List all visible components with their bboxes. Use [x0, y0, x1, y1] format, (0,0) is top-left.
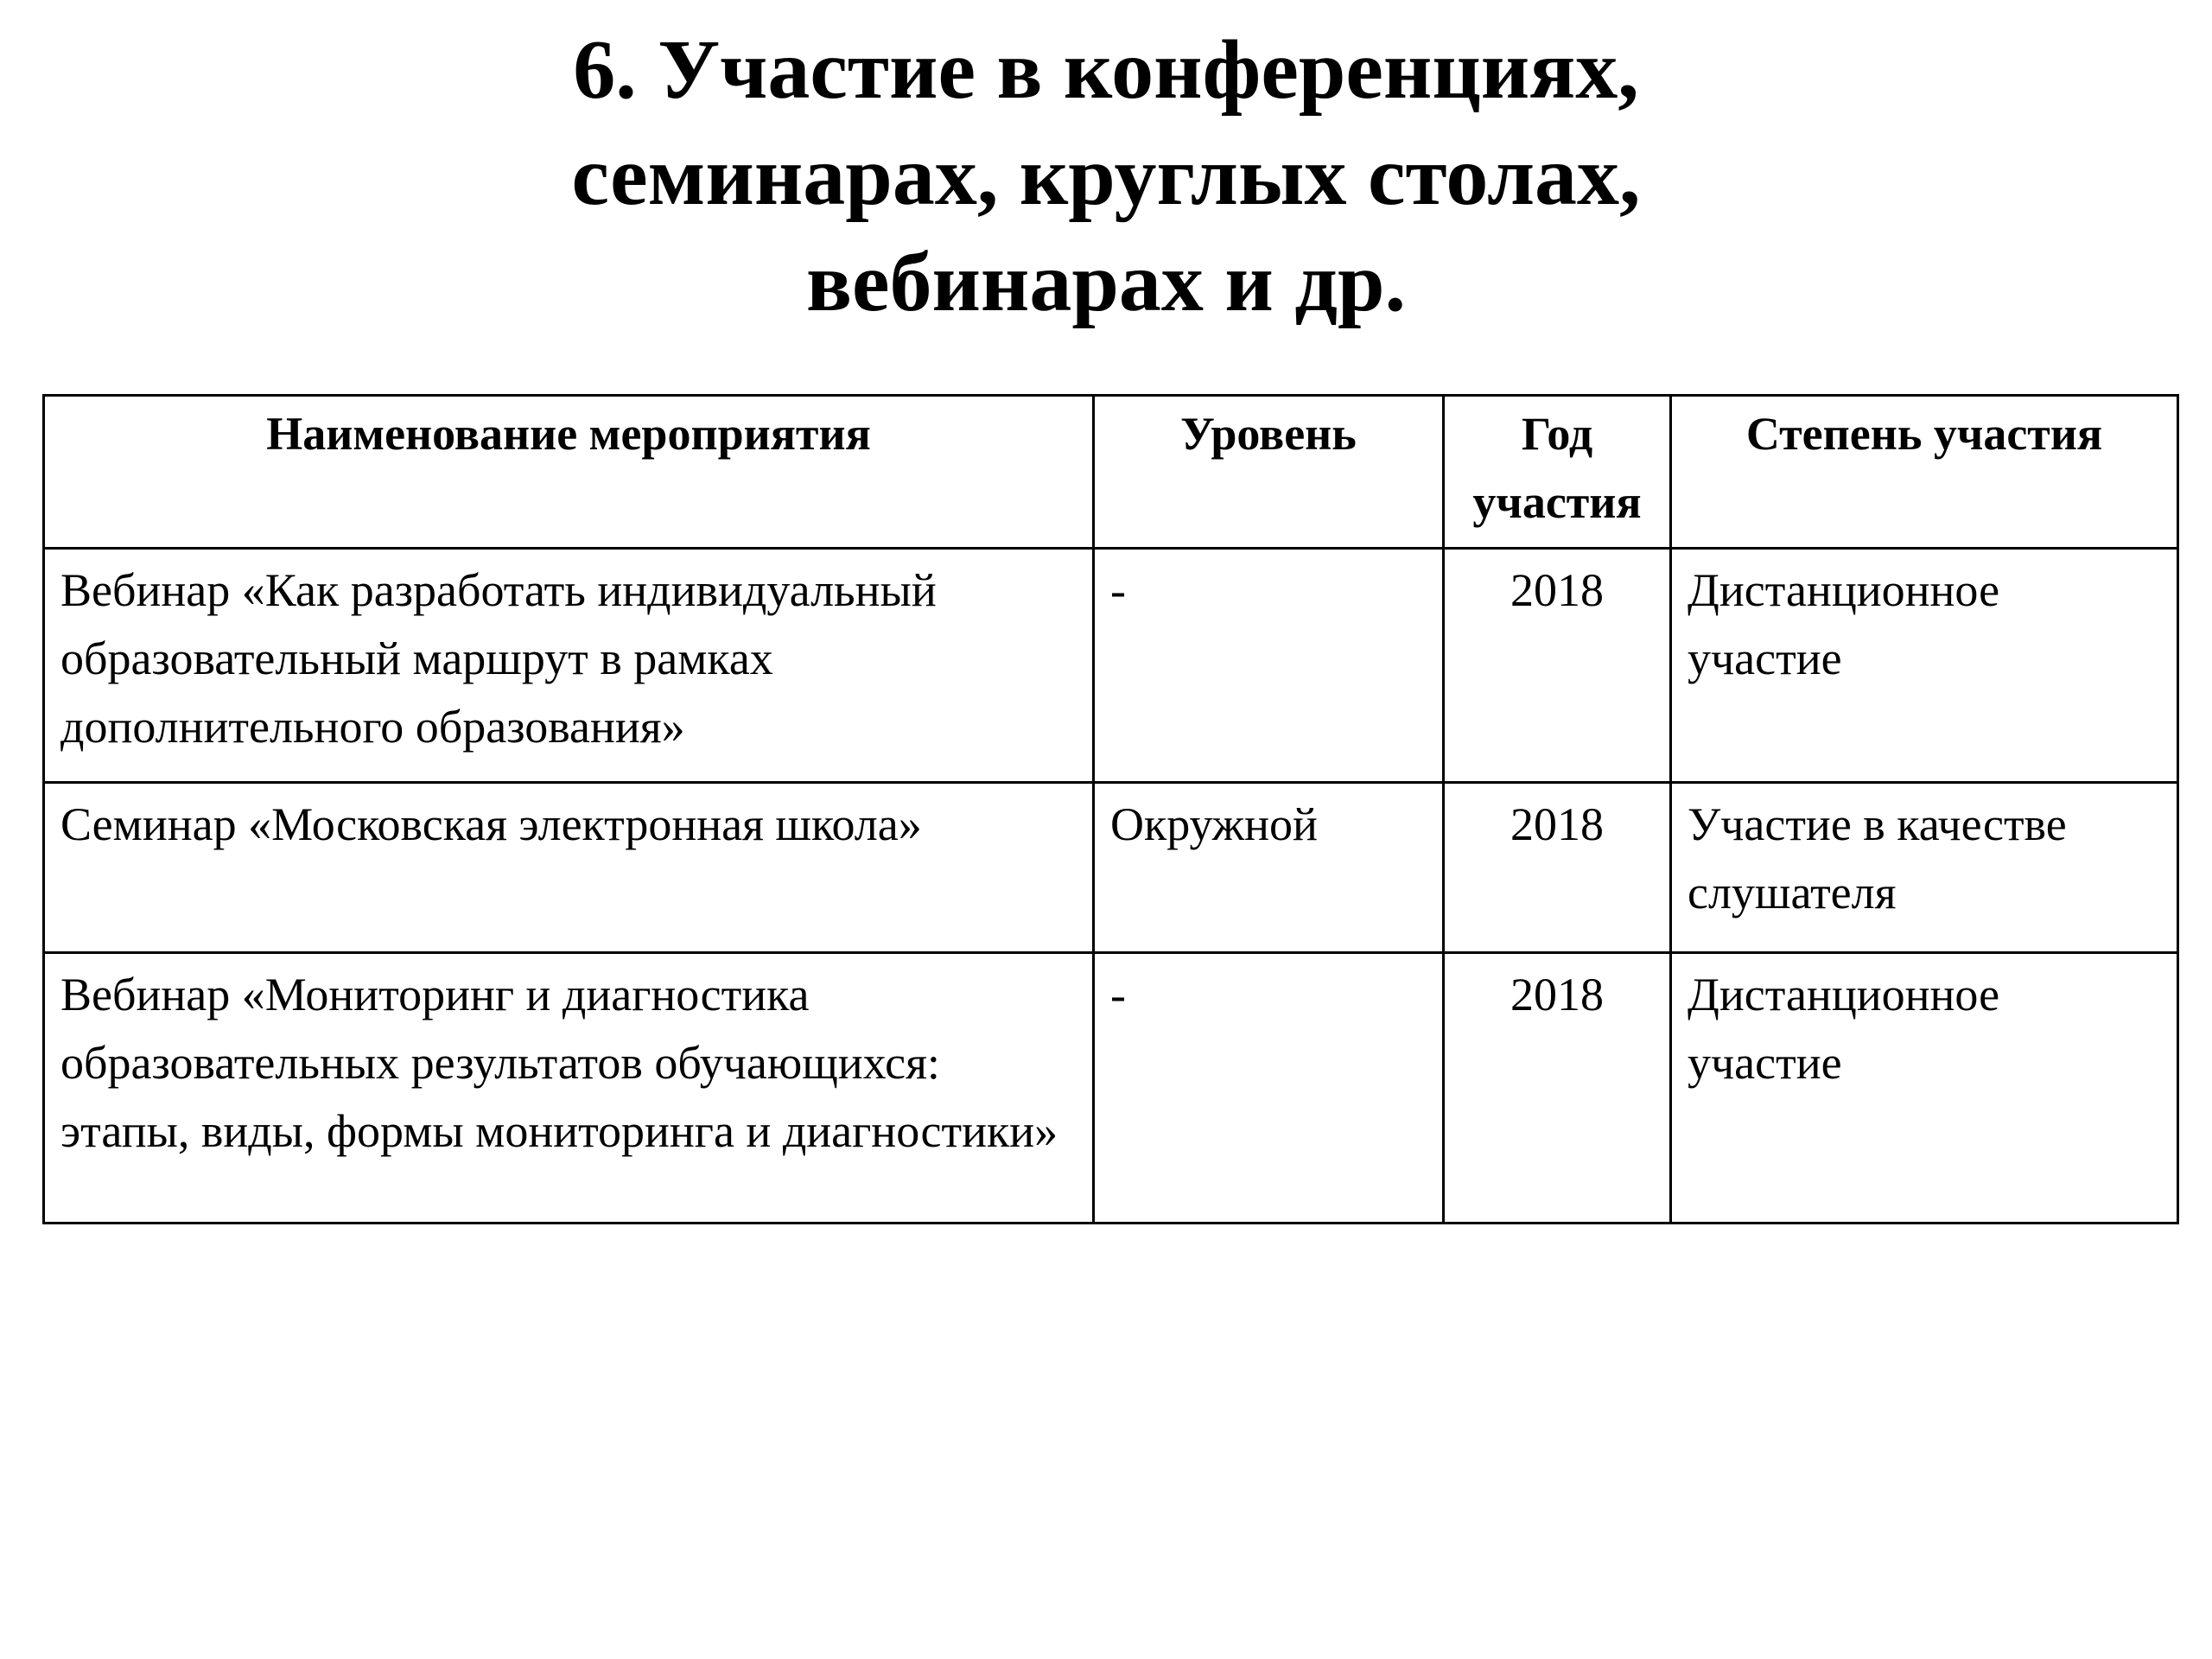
page-title-line-1: 6. Участие в конференциях, — [573, 23, 1639, 117]
cell-participation: Дистанционное участие — [1671, 953, 2178, 1224]
table-row — [44, 783, 2178, 953]
header-event-name: Наименование мероприятия — [44, 396, 1094, 549]
cell-participation: Участие в качестве слушателя — [1671, 783, 2178, 953]
cell-year: 2018 — [1444, 953, 1671, 1224]
table-row — [44, 549, 2178, 783]
cell-level: - — [1094, 953, 1444, 1224]
header-level: Уровень — [1094, 396, 1444, 549]
cell-event-name: Семинар «Московская электронная школа» — [44, 783, 1094, 953]
cell-year: 2018 — [1444, 783, 1671, 953]
page-title-line-3: вебинарах и др. — [806, 236, 1406, 329]
header-year: Год участия — [1444, 396, 1671, 549]
cell-level: Окружной — [1094, 783, 1444, 953]
page-title — [0, 17, 2212, 336]
header-participation: Степень участия — [1671, 396, 2178, 549]
events-table — [42, 394, 2179, 1224]
table-row — [44, 953, 2178, 1224]
cell-event-name: Вебинар «Как разработать индивидуальный образовательный маршрут в рамках дополнительного образования» — [44, 549, 1094, 783]
cell-level: - — [1094, 549, 1444, 783]
cell-year: 2018 — [1444, 549, 1671, 783]
table-header-row — [44, 396, 2178, 549]
cell-participation: Дистанционное участие — [1671, 549, 2178, 783]
cell-event-name: Вебинар «Мониторинг и диагностика образовательных результатов обучающихся: этапы, виды, формы мониторинга и диагностики» — [44, 953, 1094, 1224]
page-title-line-2: семинарах, круглых столах, — [571, 130, 1641, 223]
